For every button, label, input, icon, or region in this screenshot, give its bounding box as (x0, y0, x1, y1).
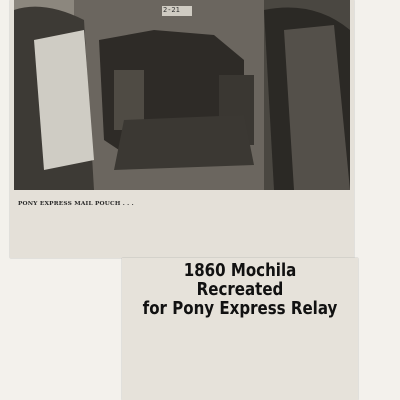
caption-right-column (187, 194, 348, 256)
headline-line-2: for Pony Express Relay (142, 299, 338, 319)
article-body (128, 306, 356, 400)
photo-caption (18, 194, 348, 256)
photo-clipping (10, 0, 354, 258)
photo-image (14, 0, 350, 190)
headline-line-1: 1860 Mochila Recreated (183, 261, 297, 300)
photo-stamp: 2-21 (163, 6, 180, 14)
article-clipping (122, 258, 358, 400)
caption-left-column (18, 194, 179, 256)
news-photo (14, 0, 350, 190)
caption-lead: PONY EXPRESS MAIL POUCH . . . (18, 201, 134, 208)
